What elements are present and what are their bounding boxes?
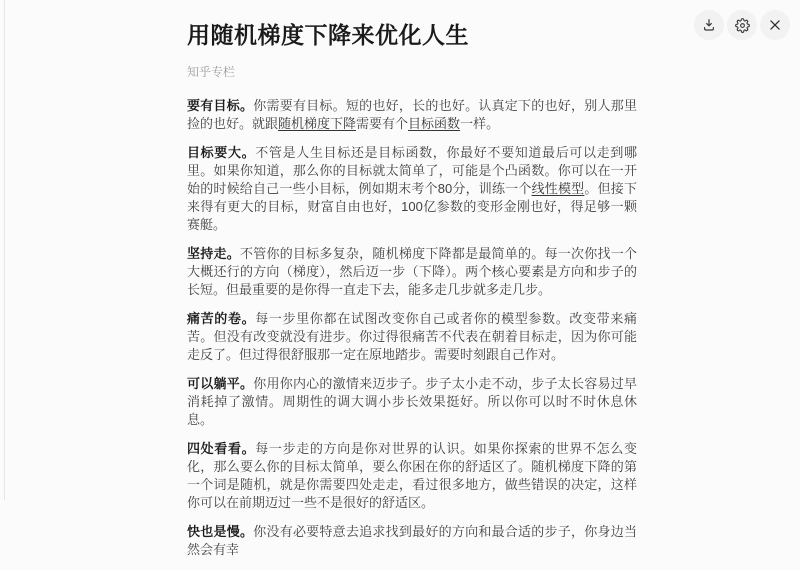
paragraph-text: 你用你内心的激情来迈步子。步子太小走不动，步子太长容易过早消耗掉了激情。周期性的调大调小步长效果挺好。所以你可以时不时休息休息。 <box>187 376 637 427</box>
paragraph-lead: 四处看看。 <box>187 441 256 456</box>
close-icon <box>768 18 782 32</box>
download-button[interactable] <box>694 10 724 40</box>
paragraph <box>187 245 637 299</box>
gear-icon <box>735 18 750 33</box>
paragraph <box>187 97 637 133</box>
inline-link[interactable]: 线性模型 <box>531 181 585 196</box>
paragraph-text: 需要有个 <box>356 116 409 131</box>
paragraph-lead: 快也是慢。 <box>187 524 254 539</box>
paragraph <box>187 523 637 559</box>
paragraph <box>187 375 637 429</box>
paragraph-text: 不管你的目标多复杂，随机梯度下降都是最简单的。每一次你找一个大概还行的方向（梯度），然后迈一步（下降）。两个核心要素是方向和步子的长短。但最重要的是你得一直走下去，能多走几步就多走几步。 <box>187 246 637 297</box>
paragraph-text: 不管是人生目标还是目标函数，你最好不要知道最后可以走到哪里。如果你知道，那么你的目标就太简单了，可能是个凸函数。你可以在一开始的时候给自己一些小目标，例如期末考个80分，训练一个 <box>187 145 637 196</box>
paragraph-lead: 要有目标。 <box>187 98 254 113</box>
close-button[interactable] <box>760 10 790 40</box>
settings-button[interactable] <box>727 10 757 40</box>
inline-link[interactable]: 目标函数 <box>408 116 461 131</box>
paragraph <box>187 144 637 234</box>
paragraph-lead: 痛苦的卷。 <box>187 311 256 326</box>
paragraph-lead: 可以躺平。 <box>187 376 254 391</box>
paragraph-text: 一样。 <box>460 116 500 131</box>
article <box>187 20 637 570</box>
download-icon <box>702 18 716 32</box>
paragraph <box>187 310 637 364</box>
page-title: 用随机梯度下降来优化人生 <box>187 22 469 48</box>
paragraph-text: 。但接下来得有更大的目标，财富自由也好，100亿参数的变形金刚也好，得足够一颗赛艇。 <box>187 181 637 232</box>
toolbar <box>694 10 790 40</box>
paragraph-text: 每一步走的方向是你对世界的认识。如果你探索的世界不怎么变化，那么要么你的目标太简单，要么你困在你的舒适区了。随机梯度下降的第一个词是随机，就是你需要四处走走，看过很多地方，做些错误的决定，这样你可以在前期迈过一些不是很好的舒适区。 <box>187 441 637 510</box>
left-divider <box>4 0 5 500</box>
paragraph-lead: 坚持走。 <box>187 246 240 261</box>
article-body <box>187 97 637 559</box>
paragraph-text: 每一步里你都在试图改变你自己或者你的模型参数。改变带来痛苦。但没有改变就没有进步。你过得很痛苦不代表在朝着目标走，因为你可能走反了。但过得很舒服那一定在原地踏步。需要时刻跟自己作对。 <box>187 311 637 362</box>
article-source: 知乎专栏 <box>187 65 236 79</box>
paragraph <box>187 440 637 512</box>
inline-link[interactable]: 随机梯度下降 <box>278 116 357 131</box>
paragraph-text: 你需要有目标。短的也好，长的也好。认真定下的也好，别人那里捡的也好。就跟 <box>187 98 637 131</box>
paragraph-text: 你没有必要特意去追求找到最好的方向和最合适的步子，你身边当然会有幸 <box>187 524 637 557</box>
paragraph-lead: 目标要大。 <box>187 145 256 160</box>
